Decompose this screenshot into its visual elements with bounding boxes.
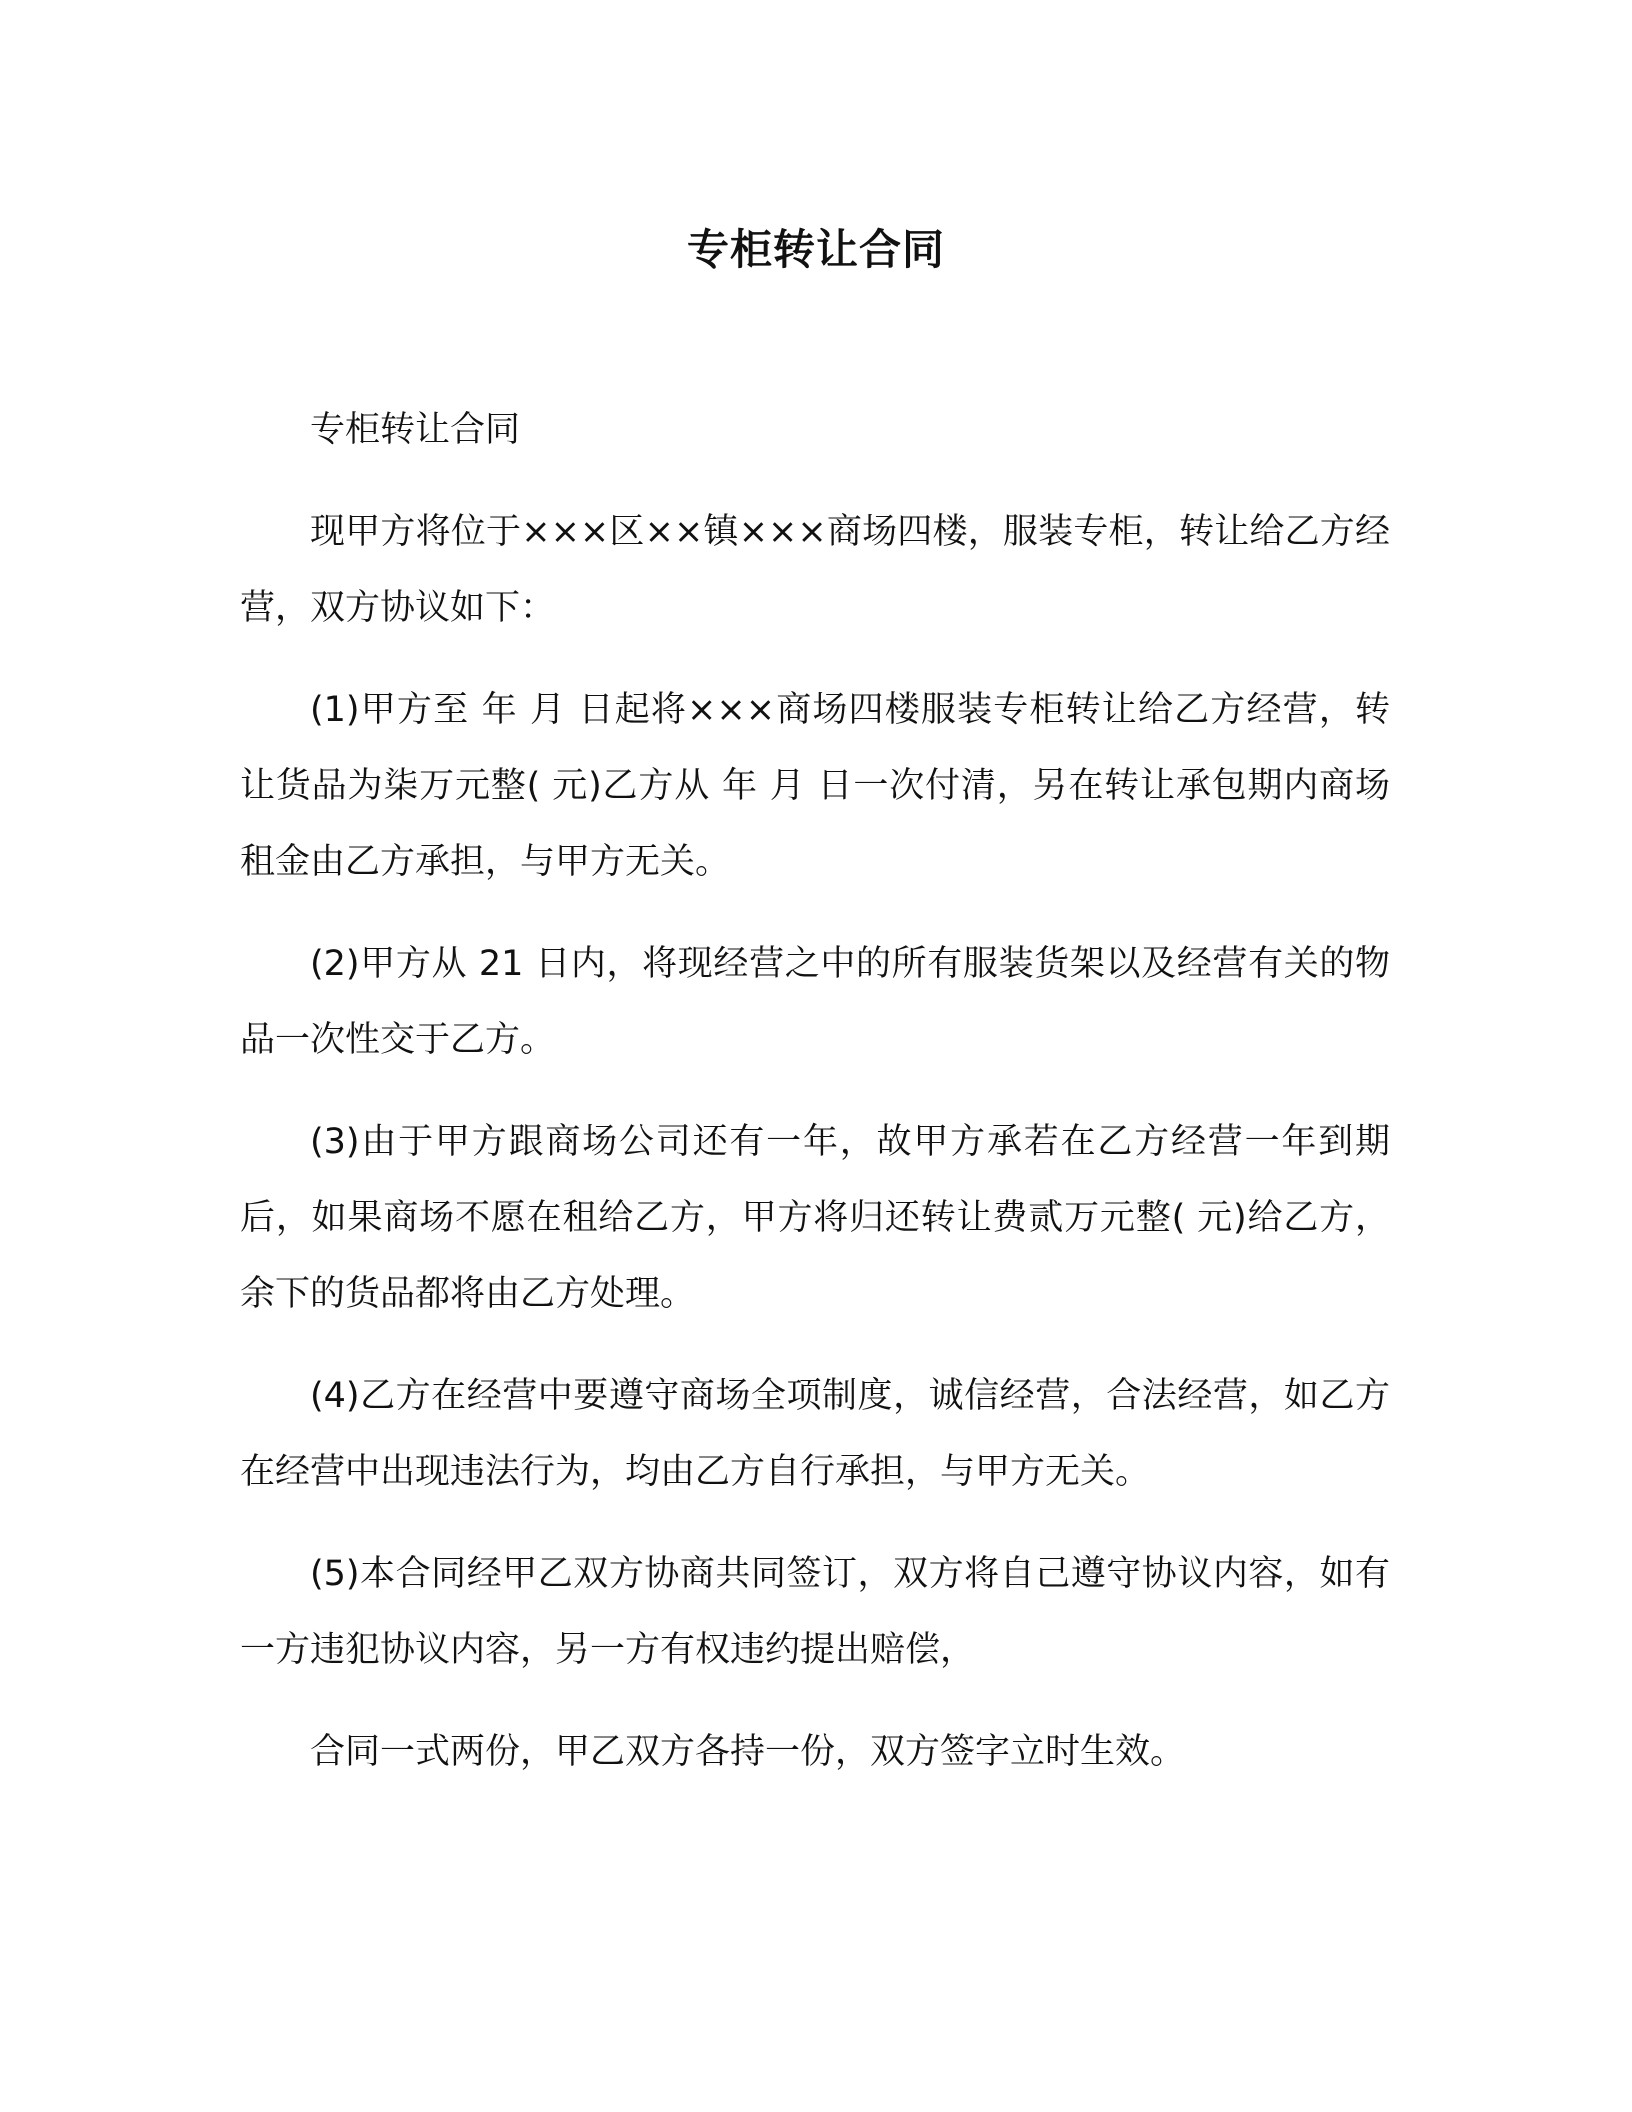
document-body (240, 392, 1390, 1816)
paragraph-clause-2: (2)甲方从 21 日内，将现经营之中的所有服装货架以及经营有关的物品一次性交于乙方。 (240, 944, 1390, 1060)
paragraph-clause-5: (5)本合同经甲乙双方协商共同签订，双方将自己遵守协议内容，如有一方违犯协议内容，另一方有权违约提出赔偿， (240, 1554, 1390, 1670)
paragraph-clause-4: (4)乙方在经营中要遵守商场全项制度，诚信经营，合法经营，如乙方在经营中出现违法行为，均由乙方自行承担，与甲方无关。 (240, 1376, 1390, 1492)
paragraph-heading: 专柜转让合同 (310, 410, 521, 450)
paragraph-clause-3: (3)由于甲方跟商场公司还有一年，故甲方承若在乙方经营一年到期后，如果商场不愿在租给乙方，甲方将归还转让费贰万元整( 元)给乙方，余下的货品都将由乙方处理。 (240, 1122, 1390, 1314)
document-title: 专柜转让合同 (686, 225, 945, 274)
paragraph-intro: 现甲方将位于×××区××镇×××商场四楼，服装专柜，转让给乙方经营，双方协议如下： (240, 512, 1390, 628)
paragraph-clause-1: (1)甲方至 年 月 日起将×××商场四楼服装专柜转让给乙方经营，转让货品为柒万元整( 元)乙方从 年 月 日一次付清，另在转让承包期内商场租金由乙方承担，与甲方无关。 (240, 690, 1390, 882)
paragraph-closing: 合同一式两份，甲乙双方各持一份，双方签字立时生效。 (310, 1732, 1186, 1772)
